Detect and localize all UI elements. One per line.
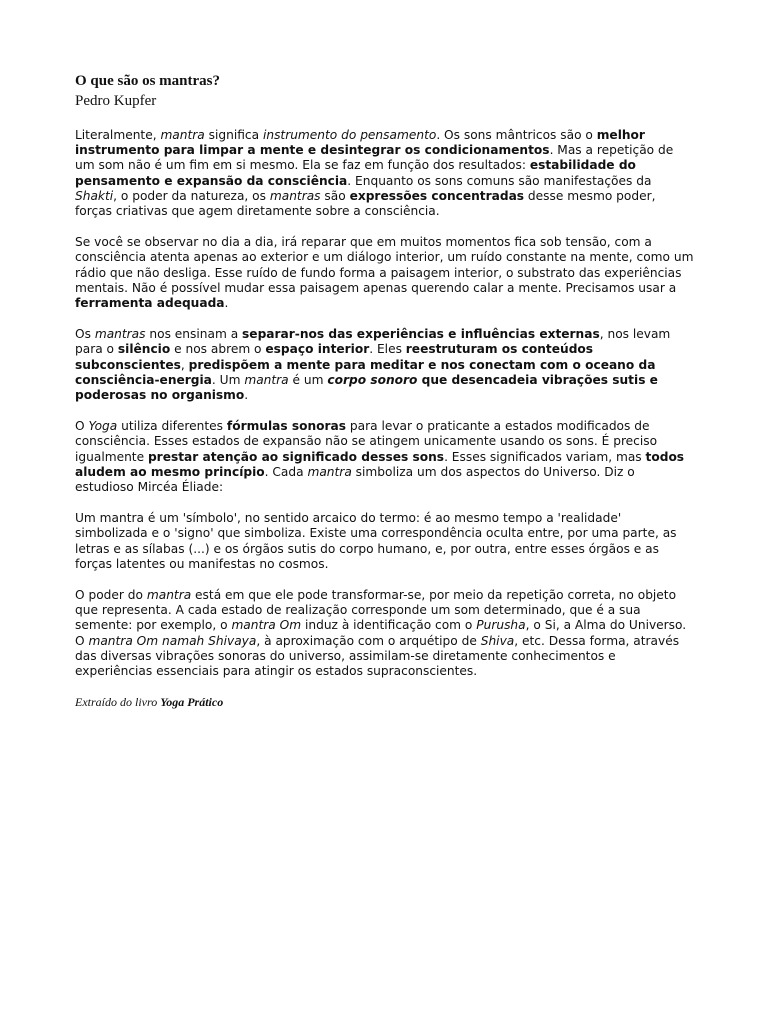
text-run: mantra: [160, 128, 205, 142]
text-run: está em que ele pode transformar-se, por meio da repetição correta, no objeto que representa. A cada estado de realização corresponde um som determinado, que é a sua semente: por exemplo, o: [75, 588, 677, 633]
text-run: , nos levam para o: [75, 327, 671, 357]
text-run: mantras: [269, 188, 321, 203]
text-run: simboliza um dos aspectos do Universo. Diz o estudioso Mircéa Éliade:: [75, 464, 635, 495]
paragraph-6: [75, 588, 695, 679]
text-run: . Eles: [369, 342, 406, 357]
text-run: fórmulas sonoras: [226, 419, 347, 434]
text-run: . Os sons mântricos são o: [436, 128, 597, 142]
text-run: todos aludem ao mesmo princípio: [75, 449, 685, 479]
text-run: corpo sonoro: [327, 372, 418, 387]
text-run: ferramenta adequada: [75, 296, 225, 311]
text-run: ,: [180, 357, 189, 372]
text-run: mantra Om namah Shivaya: [88, 633, 257, 648]
text-run: mantra: [146, 588, 192, 603]
text-run: Shiva: [480, 633, 515, 648]
text-run: nos ensinam a: [145, 327, 243, 342]
text-run: são: [320, 188, 350, 203]
document-body: [75, 128, 695, 679]
text-run: Se você se observar no dia a dia, irá reparar que em muitos momentos fica sob tensão, com a consciência atenta apenas ao exterior e um diálogo interior, um ruído constante na mente, como um rádio que não desliga. Esse ruído de fundo forma a paisagem interior, o substrato das experiências mentais. Não é possível mudar essa paisagem apenas querendo calar a mente. Precisamos usar a: [75, 235, 694, 295]
source-prefix: Extraído do livro: [75, 695, 161, 710]
text-run: expressões concentradas: [349, 188, 525, 203]
text-run: mantra: [244, 372, 289, 387]
text-run: espaço interior: [265, 342, 370, 357]
text-run: mantras: [94, 327, 146, 342]
text-run: Shakti: [75, 188, 114, 203]
text-run: . Enquanto os sons comuns são manifestações da: [347, 173, 652, 188]
text-run: . Um: [211, 372, 245, 387]
source-note: [75, 695, 695, 710]
text-run: significa: [204, 128, 263, 142]
text-run: Purusha: [476, 618, 526, 633]
document-author: Pedro Kupfer: [75, 93, 157, 109]
text-run: , à aproximação com o arquétipo de: [256, 633, 481, 648]
text-run: , o poder da natureza, os: [113, 188, 270, 203]
text-run: instrumento do pensamento: [262, 128, 437, 142]
text-run: para levar o praticante a estados modificados de consciência. Esses estados de expansão não se atingem unicamente usando os sons. É preciso igualmente: [75, 419, 658, 464]
text-run: O poder do: [75, 588, 147, 603]
text-run: .: [244, 388, 249, 403]
text-run: Um mantra é um 'símbolo', no sentido arcaico do termo: é ao mesmo tempo a 'realidade' simbolizada e o 'signo' que simboliza. Existe uma correspondência oculta entre, por uma parte, as letras e as sílabas (...) e os órgãos sutis do corpo humano, e, por outra, entre esses órgãos e as forças latentes ou manifestas no cosmos.: [75, 511, 677, 571]
source-book-title: Yoga Prático: [160, 695, 224, 710]
text-run: Literalmente,: [75, 128, 161, 142]
text-run: predispõem a mente para meditar e nos conectam com o oceano da consciência-energia: [75, 357, 656, 387]
text-run: é um: [288, 372, 328, 387]
text-run: mantra Om: [231, 618, 302, 633]
document-page: [75, 72, 695, 710]
text-run: desse mesmo poder, forças criativas que agem diretamente sobre a consciência.: [75, 188, 656, 219]
text-run: prestar atenção ao significado desses sons: [147, 449, 445, 464]
text-run: Yoga: [88, 419, 118, 434]
text-run: . Esses significados variam, mas: [444, 449, 646, 464]
document-title: O que são os mantras?: [75, 73, 221, 89]
text-run: silêncio: [117, 342, 171, 357]
paragraph-1: [75, 128, 695, 219]
paragraph-2: [75, 235, 695, 311]
text-run: estabilidade do pensamento e expansão da consciência: [75, 158, 636, 188]
text-run: O: [75, 419, 89, 434]
text-run: separar-nos das experiências e influências externas: [242, 327, 600, 342]
paragraph-4: [75, 419, 695, 495]
text-run: e nos abrem o: [170, 342, 266, 357]
text-run: mantra: [307, 464, 352, 479]
text-run: utiliza diferentes: [117, 419, 227, 434]
text-run: induz à identificação com o: [301, 618, 477, 633]
text-run: .: [224, 296, 229, 311]
text-run: . Mas a repetição de um som não é um fim em si mesmo. Ela se faz em função dos resultados:: [75, 143, 674, 173]
text-run: , o Si, a Alma do Universo. O: [75, 618, 687, 648]
paragraph-quote: [75, 511, 695, 572]
text-run: Os: [75, 327, 95, 342]
text-run: que desencadeia vibrações sutis e poderosas no organismo: [75, 372, 658, 403]
paragraph-3: [75, 327, 695, 403]
text-run: . Cada: [264, 464, 308, 479]
text-run: , etc. Dessa forma, através das diversas vibrações sonoras do universo, assimilam-se diretamente conhecimentos e experiências essenciais para atingir os estados supraconscientes.: [75, 633, 680, 679]
text-run: reestruturam os conteúdos subconscientes: [75, 342, 594, 372]
text-run: melhor instrumento para limpar a mente e desintegrar os condicionamentos: [75, 128, 645, 158]
